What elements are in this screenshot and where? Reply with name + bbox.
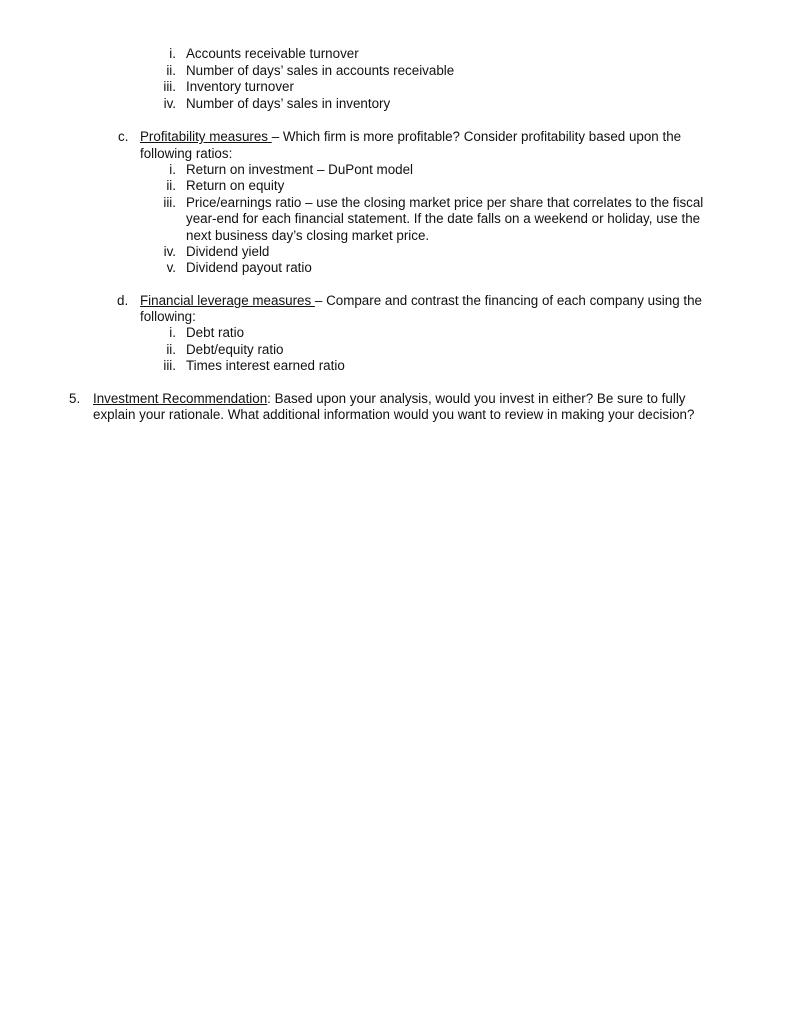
section-heading: Profitability measures: [140, 129, 272, 144]
list-item-number: i.: [169, 325, 176, 340]
section-heading-wrap: [140, 293, 702, 310]
list-item-number: iv.: [163, 96, 176, 111]
section-number: 5.: [69, 391, 81, 406]
list-item-text: Debt ratio: [186, 325, 245, 340]
section-heading-wrap: [140, 129, 681, 146]
list-item-text: Debt/equity ratio: [186, 342, 284, 357]
list-item-number: iii.: [163, 358, 176, 373]
section-heading: Investment Recommendation: [93, 391, 268, 406]
list-item-text: Return on equity: [186, 178, 285, 193]
list-item-text: Dividend payout ratio: [186, 260, 312, 275]
list-item-number: iii.: [163, 79, 176, 94]
list-item-number: ii.: [166, 342, 176, 357]
list-item-text-cont: year-end for each financial statement. If the date falls on a weekend or holiday, use the: [186, 211, 701, 226]
list-item-text: Inventory turnover: [186, 79, 294, 94]
list-item-number: i.: [169, 46, 176, 61]
list-item-number: iii.: [163, 195, 176, 210]
list-item-number: iv.: [163, 244, 176, 259]
section-intro-line2: following:: [140, 309, 196, 324]
section-heading: Financial leverage measures: [140, 293, 315, 308]
section-letter: d.: [117, 293, 129, 308]
list-item-number: i.: [169, 162, 176, 177]
section-heading-wrap: [93, 391, 686, 408]
list-item-number: ii.: [166, 178, 176, 193]
list-item-text: Price/earnings ratio – use the closing market price per share that correlates to the fiscal: [186, 195, 704, 210]
section-intro: – Compare and contrast the financing of each company using the: [314, 293, 703, 308]
section-letter: c.: [118, 129, 129, 144]
section-intro-line2: following ratios:: [140, 146, 233, 161]
section-body-line2: explain your rationale. What additional information would you want to review in making your decision?: [93, 407, 695, 422]
list-item-text: Number of days’ sales in inventory: [186, 96, 391, 111]
list-item-text: Times interest earned ratio: [186, 358, 345, 373]
list-item-number: v.: [166, 260, 176, 275]
list-item-text: Accounts receivable turnover: [186, 46, 359, 61]
list-item-text: Number of days’ sales in accounts receivable: [186, 63, 455, 78]
list-item-text: Return on investment – DuPont model: [186, 162, 414, 177]
list-item-text: Dividend yield: [186, 244, 270, 259]
section-intro: – Which firm is more profitable? Consider profitability based upon the: [271, 129, 682, 144]
list-item-number: ii.: [166, 63, 176, 78]
list-item-text-cont: next business day’s closing market price.: [186, 228, 430, 243]
section-intro: : Based upon your analysis, would you invest in either? Be sure to fully: [267, 391, 686, 406]
